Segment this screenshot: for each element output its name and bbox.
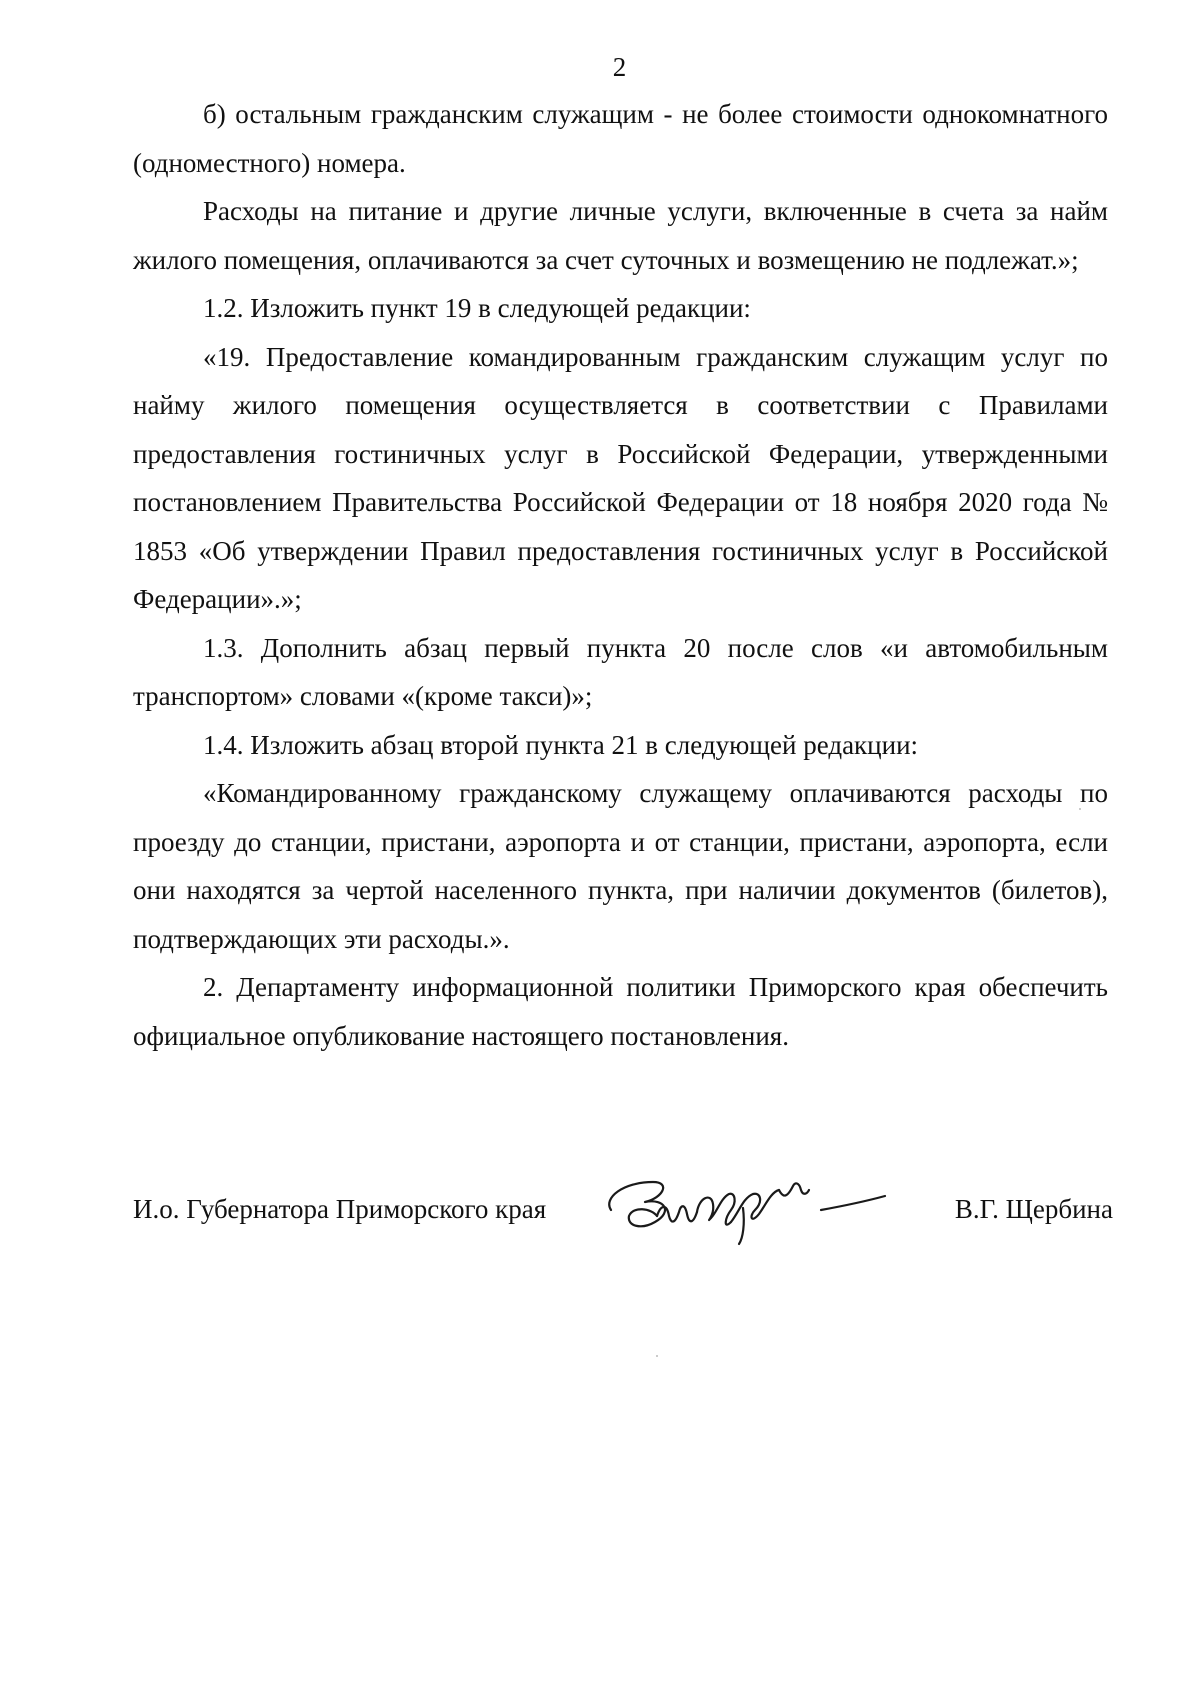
paragraph-6: 1.4. Изложить абзац второй пункта 21 в следующей редакции: (203, 729, 919, 760)
scan-speck (656, 1355, 658, 1357)
document-body (133, 90, 1108, 1060)
paragraph-7: «Командированному гражданскому служащему оплачиваются расходы по проезду до станции, пристани, аэропорта и от станции, пристани, аэропорта, если они находятся за чертой населенного пункта, при наличии документов (билетов), подтверждающих эти расходы.». (133, 778, 1108, 954)
paragraph-2: Расходы на питание и другие личные услуги, включенные в счета за найм жилого помещения, оплачиваются за счет суточных и возмещению не подлежат.»; (133, 196, 1108, 275)
scan-speck (1079, 808, 1081, 810)
page-number: 2 (612, 52, 627, 82)
paragraph-1: б) остальным гражданским служащим - не более стоимости однокомнатного (одноместного) номера. (133, 99, 1108, 178)
paragraph-5: 1.3. Дополнить абзац первый пункта 20 после слов «и автомобильным транспортом» словами «(кроме такси)»; (133, 632, 1108, 711)
paragraph-4: «19. Предоставление командированным гражданским служащим услуг по найму жилого помещения осуществляется в соответствии с Правилами предоставления гостиничных услуг в Российской Федерации, утвержденными постановлением Правительства Российской Федерации от 18 ноября 2020 года № 1853 «Об утверждении Правил предоставления гостиничных услуг в Российской Федерации».»; (133, 341, 1108, 614)
handwritten-signature (593, 1168, 933, 1248)
signatory-name: В.Г. Щербина (954, 1194, 1113, 1224)
paragraph-8: 2. Департаменту информационной политики Приморского края обеспечить официальное опубликование настоящего постановления. (133, 972, 1108, 1051)
signatory-position: И.о. Губернатора Приморского края (133, 1194, 547, 1224)
signature-block (133, 1168, 1113, 1258)
paragraph-3: 1.2. Изложить пункт 19 в следующей редакции: (203, 293, 751, 323)
